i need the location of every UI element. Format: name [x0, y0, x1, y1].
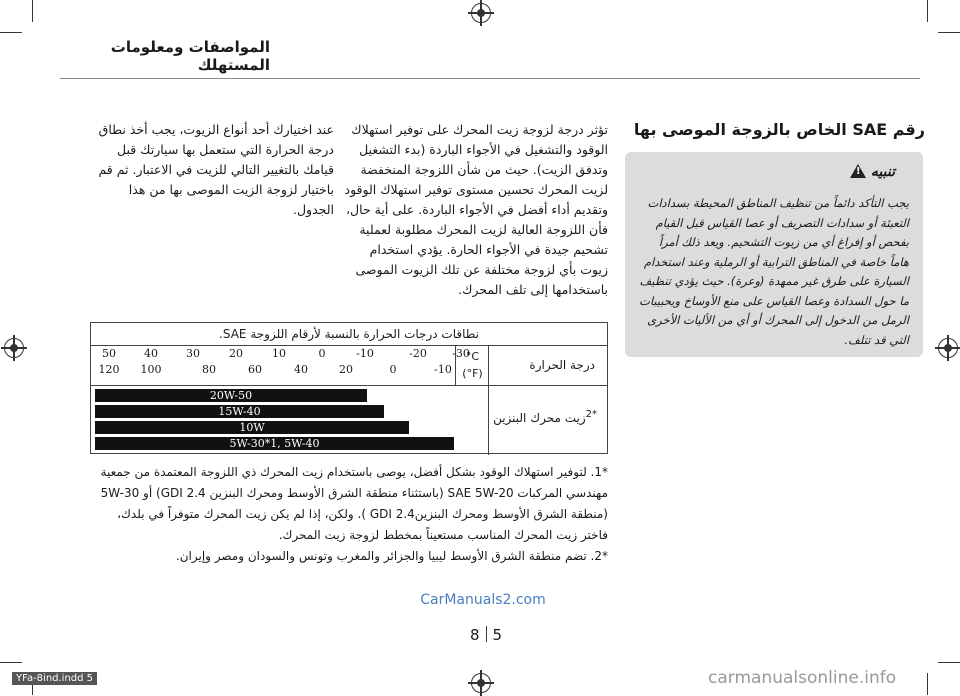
celsius-tick-label: 20 [229, 347, 243, 360]
page-number-divider [486, 626, 487, 642]
celsius-tick-label: 10 [272, 347, 286, 360]
viscosity-grade-bar: 5W-30*1, 5W-40 [95, 437, 454, 450]
unit-fahrenheit: (°F) [462, 367, 483, 380]
fahrenheit-tick-label: 80 [202, 363, 216, 376]
slug-site: carmanualsonline.info [708, 668, 897, 688]
temperature-label-text: درجة الحرارة [529, 358, 595, 372]
unit-celsius: °C [465, 350, 480, 363]
viscosity-intro-paragraph: تؤثر درجة لزوجة زيت المحرك على توفير استهلاك الوقود والتشغيل في الأجواء الباردة (بدء التشغيل وتدفق الزيت). حيث من شأن اللزوجة المنخفضة لزيت المحرك تحسين مستوى توفير استهلاك الوقود وتقديم أداء أفضل في الأجواء الباردة. على أية حال، فأن اللزوجة العالية لزيت المحرك مطلوبة لعملية تشحيم جيدة في الأجواء الحارة. يؤدي استخدام زيوت بأي لزوجة مختلفة عن تلك الزيوت الموصى باستخدامها إلى تلف المحرك. [344, 122, 608, 297]
header-divider [60, 78, 920, 79]
crop-mark [32, 0, 33, 22]
crop-mark [927, 0, 928, 22]
viscosity-grade-bar: 10W [95, 421, 409, 434]
temperature-label [488, 345, 607, 385]
crop-mark [938, 662, 960, 663]
fahrenheit-tick-label: -10 [434, 363, 452, 376]
viscosity-grade-bar: 20W-50 [95, 389, 367, 402]
celsius-tick-label: 0 [318, 347, 326, 360]
crop-mark [938, 32, 960, 33]
oil-footnote-ref: *2 [585, 409, 597, 420]
page-number-right: 5 [492, 626, 503, 644]
footnote-1: *1. لتوفير استهلاك الوقود بشكل أفضل، يوصى باستخدام زيت المحرك ذي اللزوجة المعتمدة من جمعية مهندسي المركبات SAE 5W-20 (باستثناء منطقة الشرق الأوسط ومحرك البنزين GDI 2.4) أو 5W-30 (منطقة الشرق الأوسط ومحرك البنزينGDI 2.4 ). ولكن، إذا لم يكن زيت المحرك متوفراً في بلدك، فاختر زيت المحرك المناسب مستعيناً بمخطط لزوجة زيت المحرك. [100, 465, 608, 542]
viscosity-selection-paragraph: عند اختيارك أحد أنواع الزيوت، يجب أخذ نطاق درجة الحرارة التي ستعمل بها سيارتك قبل قيامك بالتغيير التالي للزيت في الاعتبار. ثم قم باختيار لزوجة الزيت الموصى بها من هذا الجدول. [98, 122, 334, 217]
oil-type-label [488, 385, 607, 455]
registration-mark-icon [4, 338, 24, 358]
celsius-tick-label: 30 [186, 347, 200, 360]
caution-box [625, 152, 923, 357]
warning-triangle-icon: ! [850, 164, 866, 178]
fahrenheit-tick-label: 60 [248, 363, 262, 376]
fahrenheit-tick-label: 100 [140, 363, 162, 376]
watermark-text: CarManuals2.com [420, 592, 546, 608]
table-title: نطاقات درجات الحرارة بالنسبة لأرقام اللزوجة SAE. [91, 323, 607, 346]
registration-mark-icon [938, 338, 958, 358]
section-title: رقم SAE الخاص بالزوجة الموصى بها [633, 120, 925, 139]
celsius-tick-label: -20 [409, 347, 427, 360]
caution-title-text: تنبيه [870, 164, 895, 180]
viscosity-chart-table [90, 322, 608, 454]
celsius-tick-label: -10 [356, 347, 374, 360]
caution-title [625, 164, 895, 180]
crop-mark [927, 673, 928, 695]
crop-mark [0, 662, 22, 663]
page-number-left: 8 [470, 626, 480, 644]
fahrenheit-tick-label: 20 [339, 363, 353, 376]
page-header-title: المواصفات ومعلومات المستهلك [110, 38, 270, 74]
celsius-tick-label: 40 [144, 347, 158, 360]
footnote-2: *2. تضم منطقة الشرق الأوسط ليبيا والجزائر والمغرب وتونس والسودان ومصر وإيران. [175, 549, 608, 563]
celsius-tick-label: -30 [452, 347, 470, 360]
celsius-tick-label: 50 [102, 347, 116, 360]
crop-mark [0, 32, 22, 33]
fahrenheit-tick-label: 0 [389, 363, 397, 376]
slug-filename: YFa-8ind.indd 5 [12, 672, 97, 685]
footnotes [90, 462, 608, 567]
oil-type-label-text: زيت محرك البنزين [493, 411, 586, 425]
viscosity-grade-bar: 15W-40 [95, 405, 384, 418]
caution-body: يجب التأكد دائماً من تنظيف المناطق المحيطة بسدادات التعبئة أو سدادات التصريف أو عصا القياس قبل القيام بفحص أو إفراغ أي من زيوت التشحيم. ويعد ذلك أمراً هاماً خاصة في المناطق الترابية أو الرملية وعند استخدام السيارة على طرق غير ممهدة (وعرة). حيث يؤدي تنظيف ما حول السدادة وعصا القياس على منع الأوساخ ويحبيبات الرمل من الدخول إلى المحرك أو أي من الأليات الأخرى التي قد تتلف. [639, 196, 909, 347]
registration-mark-icon [471, 3, 491, 23]
fahrenheit-tick-label: 40 [294, 363, 308, 376]
registration-mark-icon [471, 673, 491, 693]
fahrenheit-tick-label: 120 [98, 363, 120, 376]
page-numbers [470, 626, 502, 644]
